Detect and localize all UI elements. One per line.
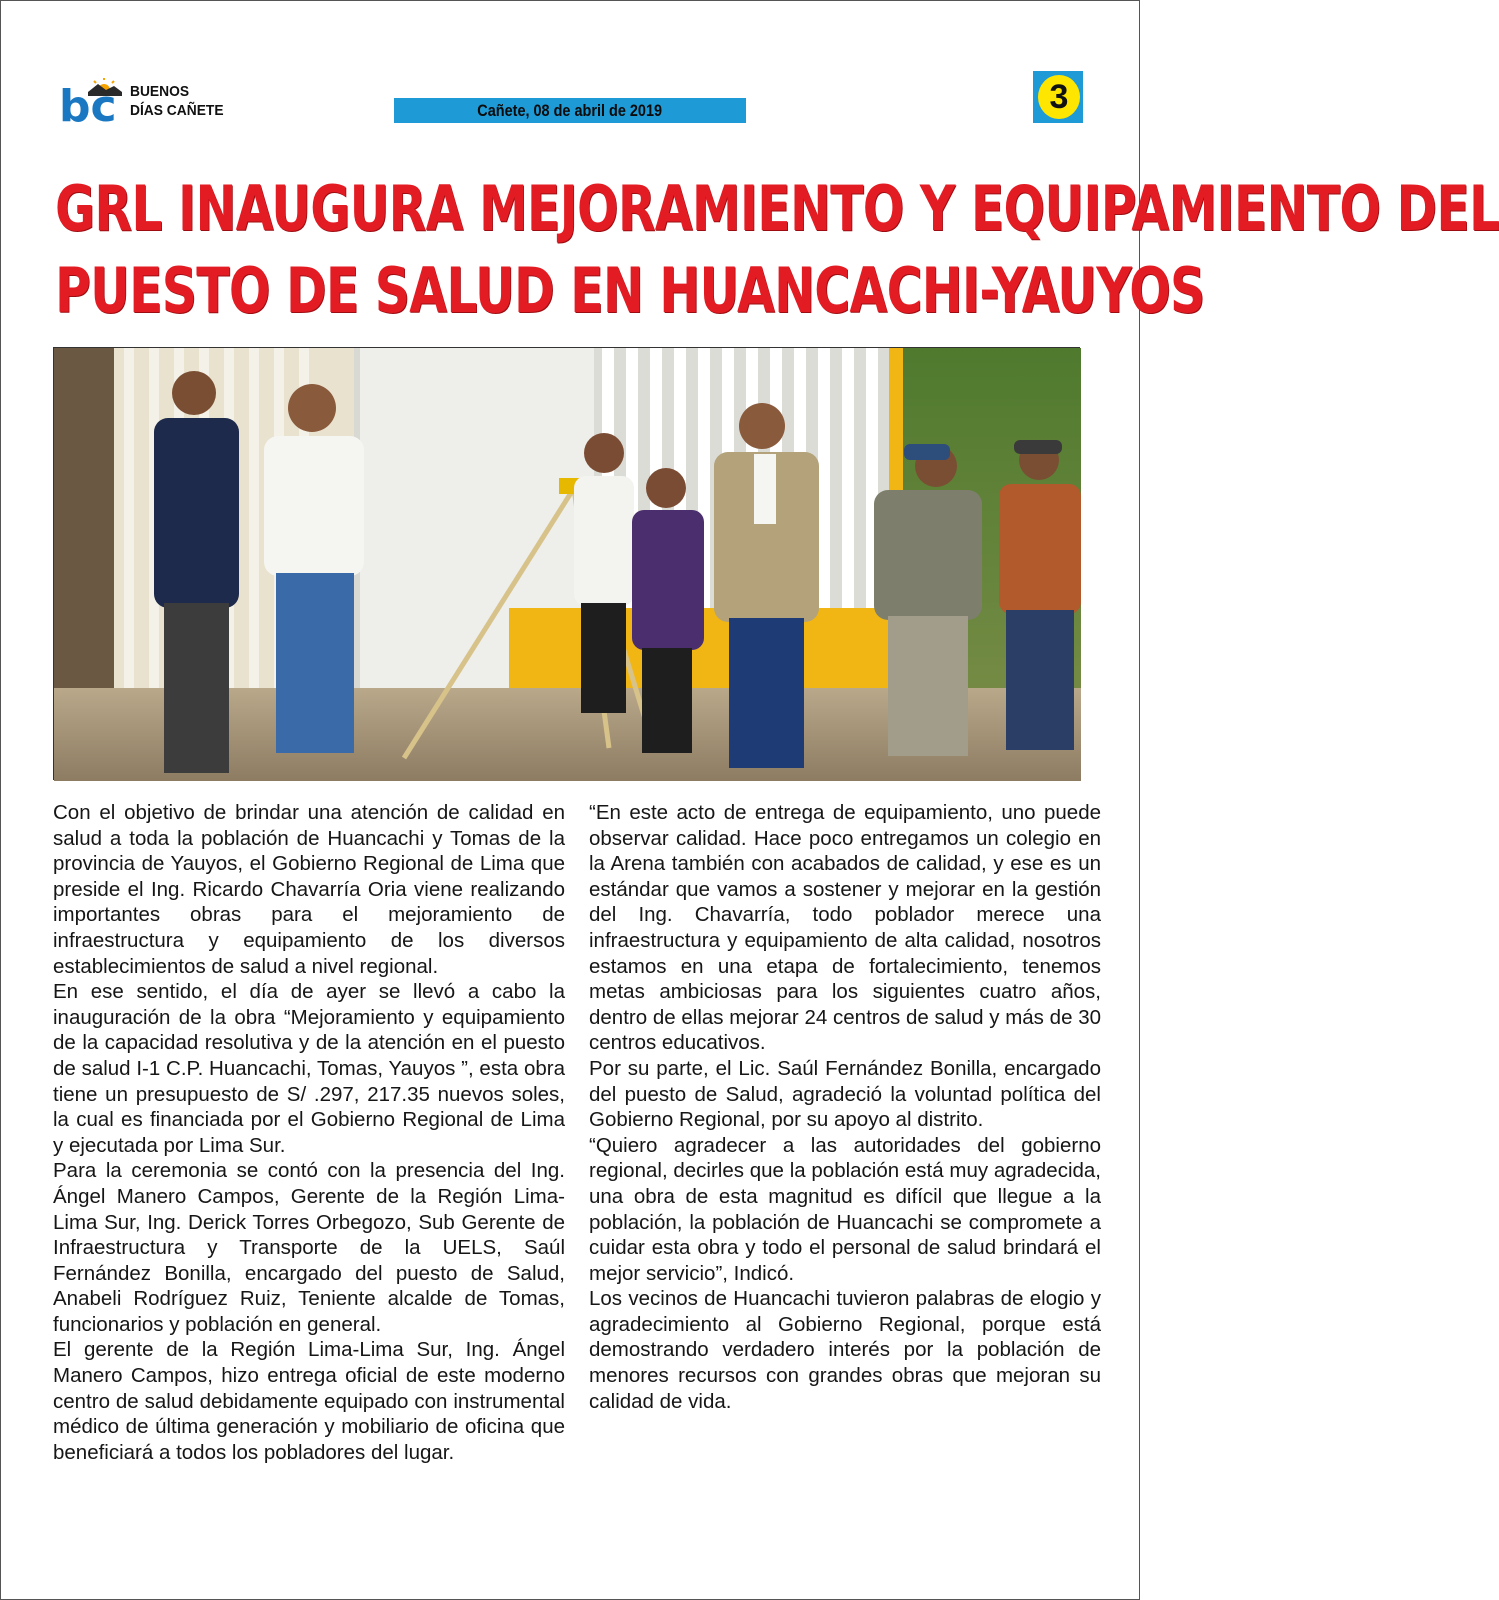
- paragraph: Los vecinos de Huancachi tuvieron palabras de elogio y agradecimiento al Gobierno Regional, porque está demostrando verdadero interés por la población de menores recursos con grandes obras que mejoran su calidad de vida.: [589, 1287, 1101, 1413]
- headline-line-1: GRL INAUGURA MEJORAMIENTO Y EQUIPAMIENTO DEL: [55, 172, 1499, 245]
- newspaper-logo: [58, 78, 228, 132]
- page-number-badge: [1033, 71, 1083, 123]
- issue-date: Cañete, 08 de abril de 2019: [477, 101, 663, 120]
- ceremony-photo-illustration: [54, 348, 1081, 781]
- logo-line-1: BUENOS: [130, 83, 190, 100]
- paragraph: Por su parte, el Lic. Saúl Fernández Bonilla, encargado del puesto de Salud, agradeció la voluntad política del Gobierno Regional, por su apoyo al distrito.: [589, 1056, 1101, 1132]
- logo-mark-letters: bc: [59, 81, 117, 132]
- paragraph: “En este acto de entrega de equipamiento, uno puede observar calidad. Hace poco entregamos un colegio en la Arena también con acabados de calidad, y ese es un estándar que vamos a sostener y mejorar en la gestión del Ing. Chavarría, todo poblador merece una infraestructura y equipamiento de alta calidad, nosotros estamos en una etapa de fortalecimiento, tenemos metas ambiciosas para los siguientes cuatro años, dentro de ellas mejorar 24 centros de salud y más de 30 centros educativos.: [589, 801, 1101, 1055]
- paragraph: Para la ceremonia se contó con la presencia del Ing. Ángel Manero Campos, Gerente de la Región Lima-Lima Sur, Ing. Derick Torres Orbegozo, Sub Gerente de Infraestructura y Transporte de la UELS, Saúl Fernández Bonilla, encargado del puesto de Salud, Anabeli Rodríguez Ruiz, Teniente alcalde de Tomas, funcionarios y población en general.: [53, 1159, 565, 1336]
- article-headline: [55, 168, 1499, 332]
- logo-line-2: DÍAS CAÑETE: [130, 102, 224, 119]
- paragraph: Con el objetivo de brindar una atención de calidad en salud a toda la población de Huancachi y Tomas de la provincia de Yauyos, el Gobierno Regional de Lima que preside el Ing. Ricardo Chavarría Oria viene realizando importantes obras para el mejoramiento de infraestructura y equipamiento de los diversos establecimientos de salud a nivel regional.: [53, 801, 565, 978]
- article-body-right-column: [589, 800, 1101, 1414]
- headline-line-2: PUESTO DE SALUD EN HUANCACHI-YAUYOS: [55, 254, 1205, 327]
- paragraph: “Quiero agradecer a las autoridades del gobierno regional, decirles que la población está muy agradecida, una obra de esta magnitud es difícil que llegue a la población, la población de Huancachi se compromete a cuidar esta obra y todo el personal de salud brindará el mejor servicio”, Indicó.: [589, 1133, 1101, 1285]
- article-body-left-column: [53, 800, 565, 1465]
- page-number: 3: [1038, 75, 1080, 119]
- article-photo: [53, 347, 1080, 780]
- bc-logo-icon: [58, 78, 122, 132]
- issue-date-bar: [394, 98, 746, 123]
- paragraph: En ese sentido, el día de ayer se llevó a cabo la inauguración de la obra “Mejoramiento y equipamiento de la capacidad resolutiva y de la atención en el puesto de salud I-1 C.P. Huancachi, Tomas, Yauyos ”, esta obra tiene un presupuesto de S/ .297, 217.35 nuevos soles, la cual es financiada por el Gobierno Regional de Lima y ejecutada por Lima Sur.: [53, 980, 565, 1157]
- paragraph: El gerente de la Región Lima-Lima Sur, Ing. Ángel Manero Campos, hizo entrega oficial de este moderno centro de salud debidamente equipado con instrumental médico de última generación y mobiliario de oficina que beneficiará a todos los pobladores del lugar.: [53, 1338, 565, 1464]
